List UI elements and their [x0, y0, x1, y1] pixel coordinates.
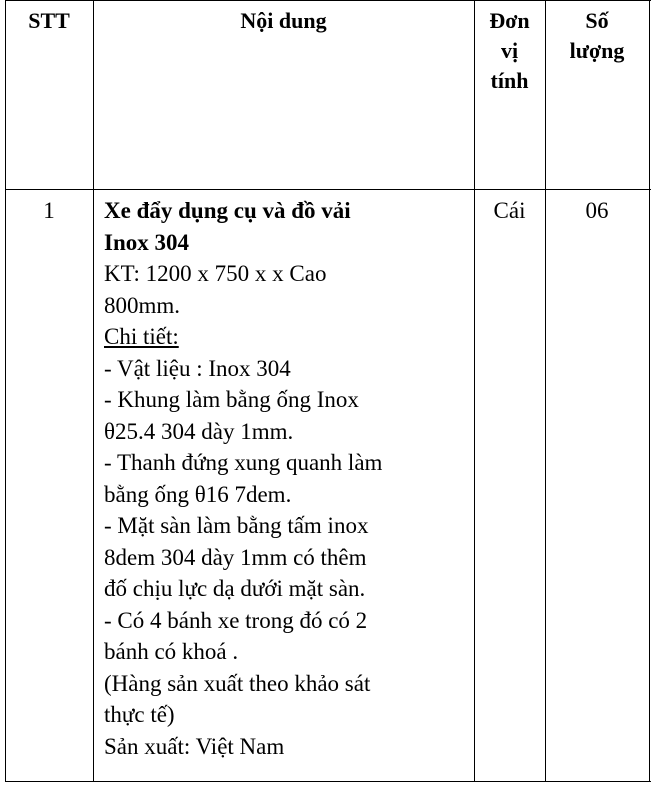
- header-unit: [474, 6, 545, 96]
- table-border-bottom: [5, 781, 651, 782]
- row-1-stt: 1: [43, 198, 55, 223]
- detail-line: đố chịu lực dạ dưới mặt sàn.: [104, 576, 366, 601]
- detail-line: Sản xuất: Việt Nam: [104, 733, 285, 759]
- detail-line: 8dem 304 dày 1mm có thêm: [104, 544, 367, 570]
- header-quantity: [545, 6, 649, 66]
- header-stt: STT: [28, 8, 70, 33]
- detail-line: θ25.4 304 dày 1mm.: [104, 418, 294, 444]
- detail-line: (Hàng sản xuất theo khảo sát: [104, 670, 371, 696]
- header-row-divider: [5, 189, 651, 190]
- detail-line: - Khung làm bằng ống Inox: [104, 387, 359, 412]
- table-divider-3: [545, 0, 546, 782]
- detail-line: - Thanh đứng xung quanh làm: [104, 450, 383, 475]
- row-1-unit: Cái: [493, 198, 526, 223]
- detail-line: - Mặt sàn làm bằng tấm inox: [104, 513, 369, 538]
- header-content: Nội dung: [240, 8, 327, 33]
- table-divider-1: [93, 0, 94, 782]
- detail-line: - Vật liệu : Inox 304: [104, 355, 291, 381]
- product-size-line: 800mm.: [104, 292, 181, 318]
- header-quantity-line: Số: [585, 8, 609, 33]
- header-unit-line: Đơn: [489, 8, 530, 33]
- product-title-line: Inox 304: [104, 229, 189, 255]
- table-border-top: [5, 0, 651, 1]
- header-unit-line: tính: [490, 68, 529, 93]
- detail-line: - Có 4 bánh xe trong đó có 2: [104, 607, 368, 633]
- product-title-line: Xe đẩy dụng cụ và đồ vải: [104, 198, 351, 223]
- detail-line: thực tế): [104, 702, 175, 727]
- detail-line: bằng ống θ16 7dem.: [104, 481, 292, 507]
- details-label: Chi tiết:: [104, 324, 179, 349]
- table-border-left: [5, 0, 6, 782]
- table-border-right: [649, 0, 650, 782]
- table-divider-2: [474, 0, 475, 782]
- header-unit-line: vị: [500, 38, 519, 63]
- product-size-line: KT: 1200 x 750 x x Cao: [104, 261, 327, 286]
- header-quantity-line: lượng: [569, 38, 625, 63]
- row-1-quantity: 06: [585, 198, 609, 223]
- detail-line: bánh có khoá .: [104, 639, 239, 664]
- row-1-content: [104, 195, 470, 762]
